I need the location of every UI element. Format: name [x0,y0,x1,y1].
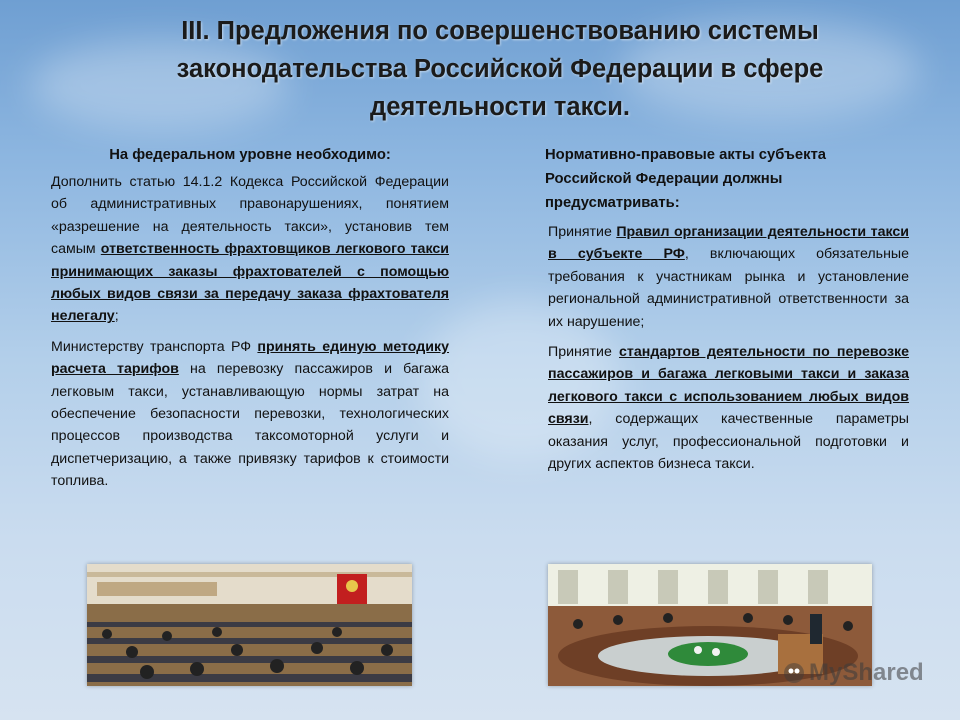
left-paragraph-1 [51,171,449,328]
left-column [51,143,449,501]
left-paragraph-2 [51,336,449,493]
left-p1-tail: ; [114,308,119,325]
right-p1-tail: , включающих обязательные требования к участникам рынка и установление региональной административной ответственности за их нарушение; [548,246,909,330]
myshared-logo-icon [783,662,805,684]
right-p2-text: Принятие [548,344,620,361]
right-p2-emphasis: стандартов деятельности по перевозке пассажиров и багажа легковыми такси и заказа легкового такси с использованием любых видов связи [548,344,909,428]
right-heading: Нормативно-правовые акты субъекта Российской Федерации должны предусматривать: [545,147,827,211]
left-p1-emphasis: ответственность фрахтовщиков легкового такси принимающих заказы фрахтователей с помощью любых видов связи за передачу заказа фрахтователя нелегалу [51,241,449,325]
left-p1-text: Дополнить статью 14.1.2 Кодекса Российской Федерации об административных правонарушениях, понятием «разрешение на деятельность такси», установив тем самым [51,174,449,258]
right-paragraph-2 [548,341,909,475]
watermark-text: MyShared [809,659,924,686]
right-p1-emphasis: Правил организации деятельности такси в субъекте РФ [548,224,909,263]
right-p1-text: Принятие [548,224,617,240]
duma-hall-photo [87,564,412,686]
right-paragraph-1 [548,221,909,333]
left-p2-text: Министерству транспорта РФ [51,338,258,355]
myshared-watermark [783,659,924,687]
left-p2-tail: на перевозку пассажиров и багажа легковым такси, устанавливающую нормы затрат на обеспечение безопасности перевозки, технологических процессов производства таксомоторной услуги и диспетчеризацию, а также привязку тарифов к стоимости топлива. [51,361,449,490]
slide-title: III. Предложения по совершенствованию системы законодательства Российской Федерации в сфере деятельности такси. [176,17,824,121]
left-p2-emphasis: принять единую методику расчета тарифов [51,338,449,378]
right-p2-tail: , содержащих качественные параметры оказания услуг, профессиональной подготовки и других аспектов бизнеса такси. [548,411,909,473]
right-column [545,143,909,483]
left-heading: На федеральном уровне необходимо: [109,147,391,163]
